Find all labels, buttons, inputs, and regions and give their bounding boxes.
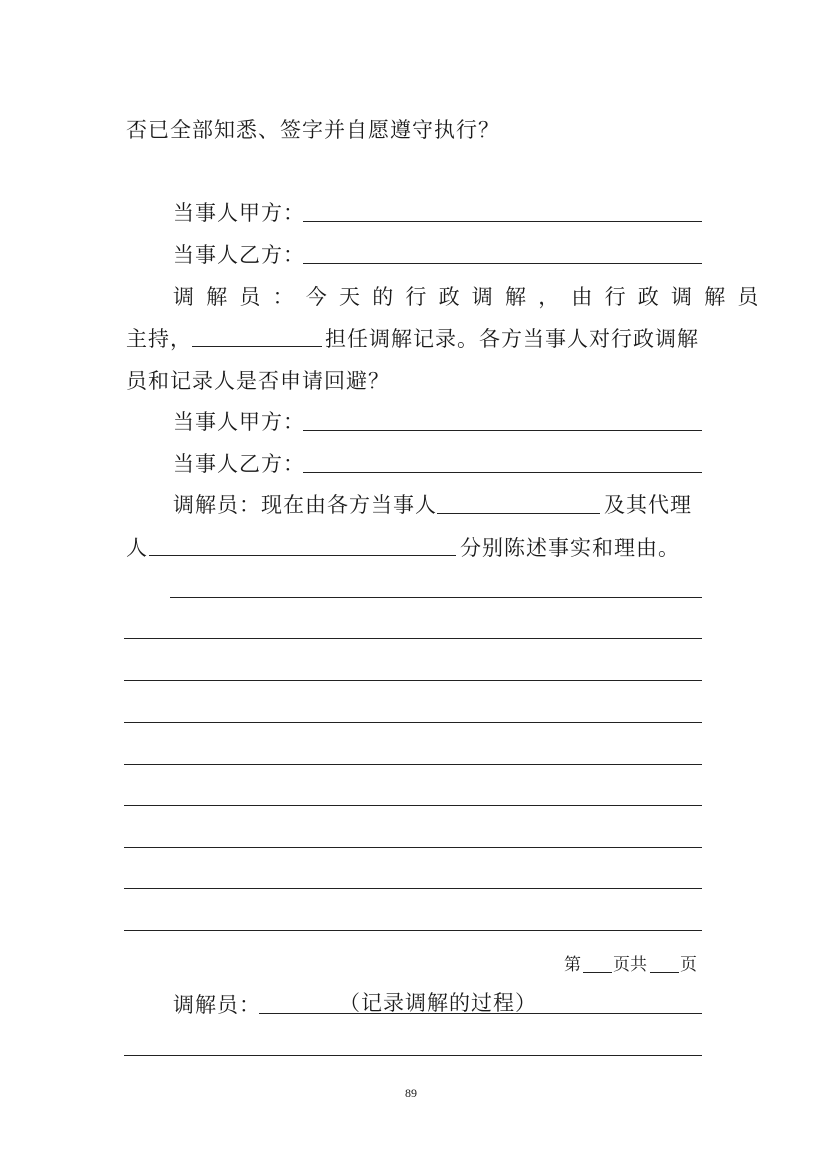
party-b-signature-line[interactable] bbox=[303, 263, 702, 264]
mediator-label: 调解员： bbox=[173, 993, 261, 1017]
party-a-label: 当事人甲方： bbox=[173, 201, 305, 225]
record-line[interactable] bbox=[124, 722, 702, 723]
statement-suffix: 分别陈述事实和理由。 bbox=[460, 536, 680, 560]
page-current-blank[interactable] bbox=[583, 972, 612, 973]
party-b-answer-line[interactable] bbox=[303, 472, 702, 473]
record-line[interactable] bbox=[170, 597, 702, 598]
record-line[interactable] bbox=[124, 1055, 702, 1056]
recusal-question: 员和记录人是否申请回避？ bbox=[126, 369, 390, 393]
party-a-signature-line[interactable] bbox=[303, 221, 702, 222]
party-a-label-2: 当事人甲方： bbox=[173, 410, 305, 434]
record-line[interactable] bbox=[124, 930, 702, 931]
record-line[interactable] bbox=[124, 805, 702, 806]
record-line[interactable] bbox=[124, 888, 702, 889]
text-line-1: 否已全部知悉、签字并自愿遵守执行？ bbox=[126, 118, 500, 142]
page-ye-label: 页 bbox=[680, 955, 697, 975]
record-process-note: （记录调解的过程） bbox=[339, 991, 537, 1015]
statement-mid: 及其代理 bbox=[604, 493, 692, 517]
page-di-label: 第 bbox=[564, 955, 581, 975]
host-prefix: 主持， bbox=[126, 327, 192, 351]
record-line[interactable] bbox=[124, 847, 702, 848]
statement-prefix: 调解员：现在由各方当事人 bbox=[173, 493, 437, 517]
mediator-intro-text: 调解员：今天的行政调解，由行政调解员 bbox=[173, 285, 771, 309]
record-line[interactable] bbox=[124, 638, 702, 639]
statement-ren: 人 bbox=[126, 536, 148, 560]
party-names-line[interactable] bbox=[437, 513, 600, 514]
party-a-answer-line[interactable] bbox=[303, 430, 702, 431]
party-b-label-2: 当事人乙方： bbox=[173, 452, 305, 476]
page-total-blank[interactable] bbox=[650, 972, 679, 973]
record-line[interactable] bbox=[124, 680, 702, 681]
record-line[interactable] bbox=[124, 764, 702, 765]
page-number: 89 bbox=[405, 1086, 417, 1100]
recorder-name-line[interactable] bbox=[192, 346, 322, 347]
host-suffix: 担任调解记录。各方当事人对行政调解 bbox=[325, 327, 699, 351]
party-b-label: 当事人乙方： bbox=[173, 243, 305, 267]
agent-names-line[interactable] bbox=[149, 555, 456, 556]
page-ye-gong-label: 页共 bbox=[613, 955, 647, 975]
